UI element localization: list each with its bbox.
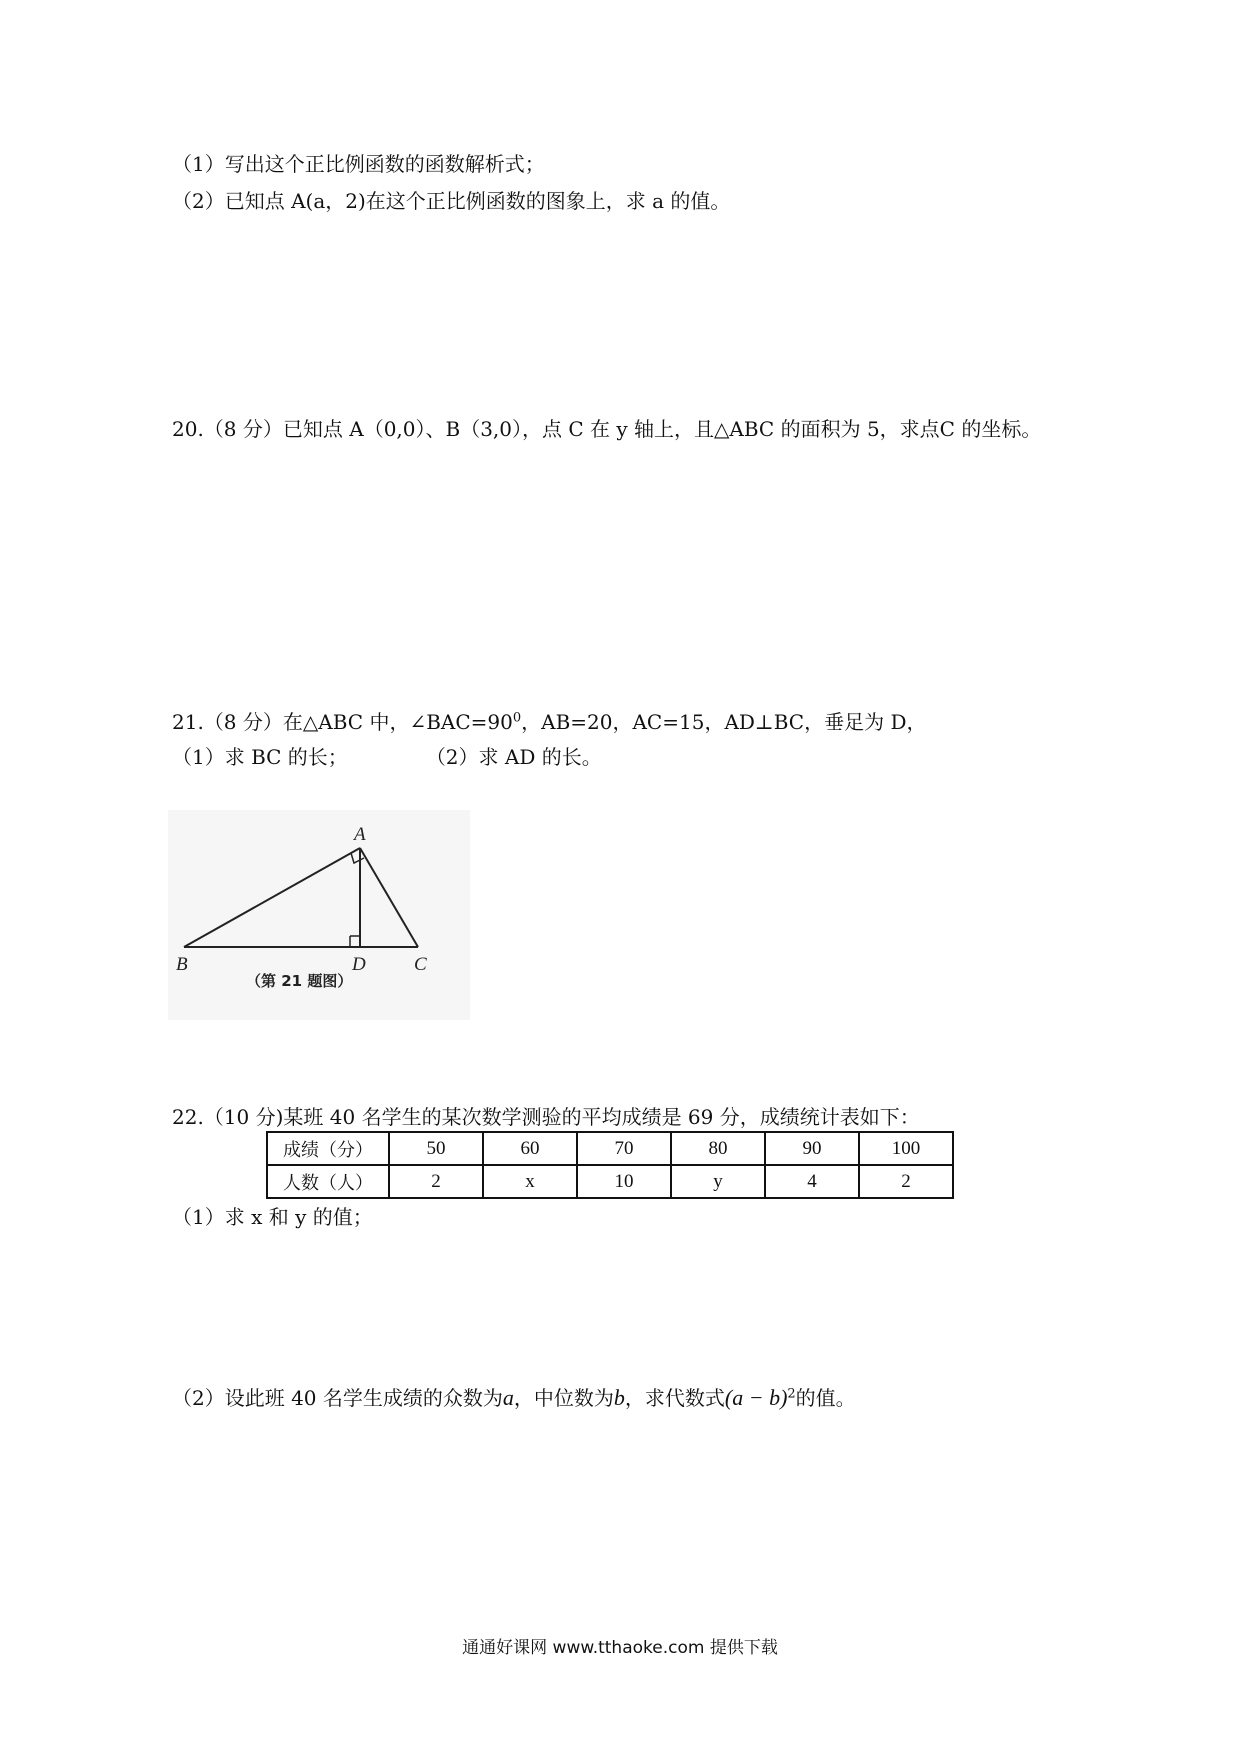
q21-sub2: （2）求 AD 的长。 [425,745,602,769]
q22-sub2-part4: 的值。 [795,1386,856,1410]
var-a: a [502,1385,514,1410]
table-cell: 2 [389,1165,483,1198]
q21-degree-sup: 0 [512,710,522,726]
expression: (a − b) [724,1385,788,1410]
table-row [267,1132,953,1165]
figure-caption: （第 21 题图） [246,972,353,990]
label-c: C [414,954,427,975]
q21-sub1: （1）求 BC 的长； [172,745,348,769]
table-cell: 70 [577,1132,671,1165]
table-row [267,1165,953,1198]
table-cell: y [671,1165,765,1198]
label-a: A [354,824,366,845]
var-b: b [613,1385,625,1410]
q19-sub2: （2）已知点 A(a，2)在这个正比例函数的图象上，求 a 的值。 [172,189,731,213]
q21-figure [168,810,470,1020]
table-cell: 2 [859,1165,953,1198]
q22-sub1: （1）求 x 和 y 的值； [172,1205,373,1229]
q21-text-pre: 21.（8 分）在△ABC 中，∠BAC=90 [172,710,513,734]
q21-subs [172,743,602,771]
q22-sub2-part1: （2）设此班 40 名学生成绩的众数为 [172,1386,503,1410]
q22-sub2-part2: ，中位数为 [513,1386,614,1410]
right-angle-mark-a [351,853,364,863]
q20-text: 20.（8 分）已知点 A（0,0）、B（3,0），点 C 在 y 轴上，且△ABC 的面积为 5，求点C 的坐标。 [172,417,1042,441]
label-b: B [176,954,188,975]
table-cell: 60 [483,1132,577,1165]
q22-sub2 [172,1384,856,1412]
table-cell: x [483,1165,577,1198]
table-header-count: 人数（人） [267,1165,389,1198]
page-footer: 通通好课网 www.tthaoke.com 提供下载 [462,1638,778,1658]
q21-text [172,708,927,736]
side-ab [184,848,360,947]
table-cell: 10 [577,1165,671,1198]
q22-text: 22.（10 分)某班 40 名学生的某次数学测验的平均成绩是 69 分，成绩统计表如下： [172,1105,920,1129]
table-cell: 80 [671,1132,765,1165]
score-table [266,1131,954,1199]
table-cell: 50 [389,1132,483,1165]
table-cell: 100 [859,1132,953,1165]
expression-exponent: 2 [787,1386,796,1402]
table-header-score: 成绩（分） [267,1132,389,1165]
table-cell: 4 [765,1165,859,1198]
label-d: D [352,954,366,975]
q21-text-post: ，AB=20，AC=15，AD⊥BC，垂足为 D， [521,710,927,734]
q22-sub2-part3: ，求代数式 [624,1386,725,1410]
q19-sub1: （1）写出这个正比例函数的函数解析式； [172,152,545,176]
table-cell: 90 [765,1132,859,1165]
side-ac [360,848,418,947]
